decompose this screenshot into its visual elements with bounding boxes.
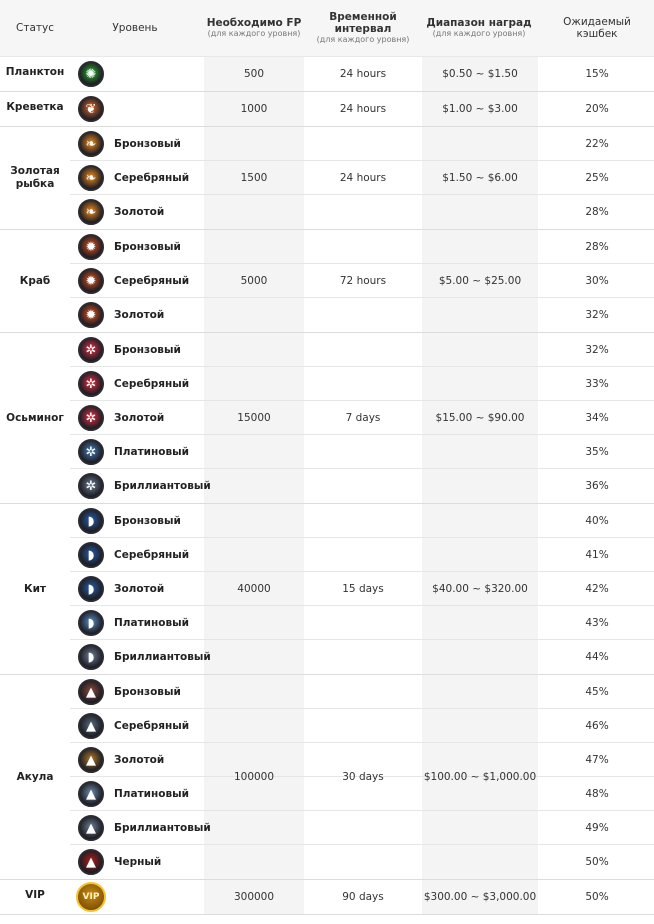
goldfish-icon: ❧ — [78, 131, 104, 157]
header-rewards-sub: (для каждого уровня) — [432, 29, 526, 38]
level-label: Бриллиантовый — [114, 651, 211, 663]
cashback-value: 42% — [585, 583, 609, 595]
fp-value: 500 — [243, 68, 265, 80]
level-label: Платиновый — [114, 788, 189, 800]
cashback-value: 32% — [585, 309, 609, 321]
level-label: Серебряный — [114, 720, 190, 732]
header-interval-sub: (для каждого уровня) — [316, 35, 410, 44]
header-cashback-label: Ожидаемый кэшбек — [563, 16, 631, 40]
status-group — [0, 333, 654, 504]
interval-value: 72 hours — [339, 275, 387, 287]
header-status — [0, 0, 70, 56]
goldfish-icon: ❧ — [78, 199, 104, 225]
cashback-value: 15% — [585, 68, 609, 80]
level-label: Серебряный — [114, 549, 190, 561]
interval-value: 15 days — [342, 583, 384, 595]
cashback-value: 28% — [585, 206, 609, 218]
shark-icon: ▲ — [78, 679, 104, 705]
rewards-value: $0.50 ~ $1.50 — [442, 68, 518, 80]
fp-value: 300000 — [233, 891, 275, 903]
header-level-label: Уровень — [112, 22, 158, 34]
table-header — [0, 0, 654, 57]
table-body — [0, 57, 654, 915]
status-group — [0, 504, 654, 675]
interval-value: 30 days — [342, 771, 384, 783]
shark-icon: ▲ — [78, 815, 104, 841]
level-label: Золотой — [114, 309, 165, 321]
shark-icon: ▲ — [78, 781, 104, 807]
cashback-value: 50% — [585, 856, 609, 868]
interval-value: 24 hours — [339, 68, 387, 80]
fp-value: 5000 — [240, 275, 268, 287]
octopus-icon: ✲ — [78, 405, 104, 431]
level-label: Серебряный — [114, 275, 190, 287]
crab-icon: ✹ — [78, 268, 104, 294]
status-group — [0, 57, 654, 92]
cashback-value: 40% — [585, 515, 609, 527]
header-cashback — [540, 0, 654, 56]
status-name: Акула — [16, 770, 54, 783]
shark-icon: ▲ — [78, 747, 104, 773]
whale-icon: ◗ — [78, 542, 104, 568]
fp-value: 40000 — [237, 583, 271, 595]
cashback-value: 44% — [585, 651, 609, 663]
status-group — [0, 880, 654, 915]
level-label: Серебряный — [114, 378, 190, 390]
status-name: Краб — [19, 274, 51, 287]
status-group — [0, 127, 654, 230]
status-name: Золотая рыбка — [10, 165, 60, 190]
octopus-icon: ✲ — [78, 337, 104, 363]
shrimp-icon: ❦ — [78, 96, 104, 122]
interval-value: 90 days — [342, 891, 384, 903]
rewards-value: $300.00 ~ $3,000.00 — [423, 891, 537, 903]
whale-icon: ◗ — [78, 508, 104, 534]
octopus-icon: ✲ — [78, 473, 104, 499]
whale-icon: ◗ — [78, 610, 104, 636]
status-group — [0, 675, 654, 880]
level-label: Платиновый — [114, 617, 189, 629]
rewards-value: $5.00 ~ $25.00 — [438, 275, 522, 287]
level-label: Черный — [114, 856, 162, 868]
status-name: VIP — [25, 889, 45, 901]
crab-icon: ✹ — [78, 234, 104, 260]
level-label: Платиновый — [114, 446, 189, 458]
level-label: Бронзовый — [114, 241, 181, 253]
cashback-value: 50% — [585, 891, 609, 903]
level-label: Бронзовый — [114, 344, 181, 356]
header-fp — [202, 0, 306, 56]
header-status-label: Статус — [16, 22, 54, 34]
status-name: Планктон — [5, 66, 65, 78]
cashback-value: 36% — [585, 480, 609, 492]
cashback-value: 47% — [585, 754, 609, 766]
cashback-value: 20% — [585, 103, 609, 115]
cashback-value: 28% — [585, 241, 609, 253]
header-rewards — [420, 0, 538, 56]
vip-badge-icon: VIP — [76, 882, 106, 912]
header-interval-label: Временной интервал — [329, 11, 397, 35]
cashback-value: 48% — [585, 788, 609, 800]
status-name: Креветка — [6, 101, 64, 113]
header-interval — [306, 0, 420, 56]
status-group — [0, 92, 654, 127]
rewards-value: $1.00 ~ $3.00 — [442, 103, 518, 115]
level-label: Бриллиантовый — [114, 480, 211, 492]
status-group — [0, 230, 654, 333]
rewards-value: $1.50 ~ $6.00 — [442, 172, 518, 184]
octopus-icon: ✲ — [78, 439, 104, 465]
header-rewards-label: Диапазон наград — [426, 17, 532, 29]
cashback-value: 49% — [585, 822, 609, 834]
shark-icon: ▲ — [78, 713, 104, 739]
fp-value: 100000 — [233, 771, 275, 783]
level-label: Золотой — [114, 206, 165, 218]
whale-icon: ◗ — [78, 644, 104, 670]
header-fp-sub: (для каждого уровня) — [207, 29, 301, 38]
cashback-value: 45% — [585, 686, 609, 698]
cashback-value: 46% — [585, 720, 609, 732]
fp-value: 1500 — [240, 172, 268, 184]
whale-icon: ◗ — [78, 576, 104, 602]
rewards-value: $40.00 ~ $320.00 — [432, 583, 528, 595]
cashback-value: 22% — [585, 138, 609, 150]
level-label: Бронзовый — [114, 515, 181, 527]
cashback-value: 25% — [585, 172, 609, 184]
crab-icon: ✹ — [78, 302, 104, 328]
level-label: Бронзовый — [114, 138, 181, 150]
level-label: Золотой — [114, 412, 165, 424]
header-fp-label: Необходимо FP — [206, 17, 302, 29]
cashback-value: 30% — [585, 275, 609, 287]
interval-value: 7 days — [345, 412, 381, 424]
cashback-value: 41% — [585, 549, 609, 561]
cashback-value: 34% — [585, 412, 609, 424]
black-shark-icon: ▲ — [78, 849, 104, 875]
plankton-icon: ✺ — [78, 61, 104, 87]
rewards-value: $100.00 ~ $1,000.00 — [423, 771, 537, 783]
cashback-value: 43% — [585, 617, 609, 629]
status-name: Кит — [23, 582, 47, 595]
level-label: Золотой — [114, 754, 165, 766]
goldfish-icon: ❧ — [78, 165, 104, 191]
header-level — [100, 0, 170, 56]
rewards-value: $15.00 ~ $90.00 — [435, 412, 525, 424]
octopus-icon: ✲ — [78, 371, 104, 397]
interval-value: 24 hours — [339, 103, 387, 115]
fp-value: 1000 — [240, 103, 268, 115]
cashback-value: 35% — [585, 446, 609, 458]
level-label: Золотой — [114, 583, 165, 595]
status-name: Осьминог — [6, 411, 64, 424]
cashback-value: 33% — [585, 378, 609, 390]
level-label: Бриллиантовый — [114, 822, 211, 834]
interval-value: 24 hours — [339, 172, 387, 184]
fp-value: 15000 — [237, 412, 271, 424]
cashback-value: 32% — [585, 344, 609, 356]
level-label: Бронзовый — [114, 686, 181, 698]
level-label: Серебряный — [114, 172, 190, 184]
